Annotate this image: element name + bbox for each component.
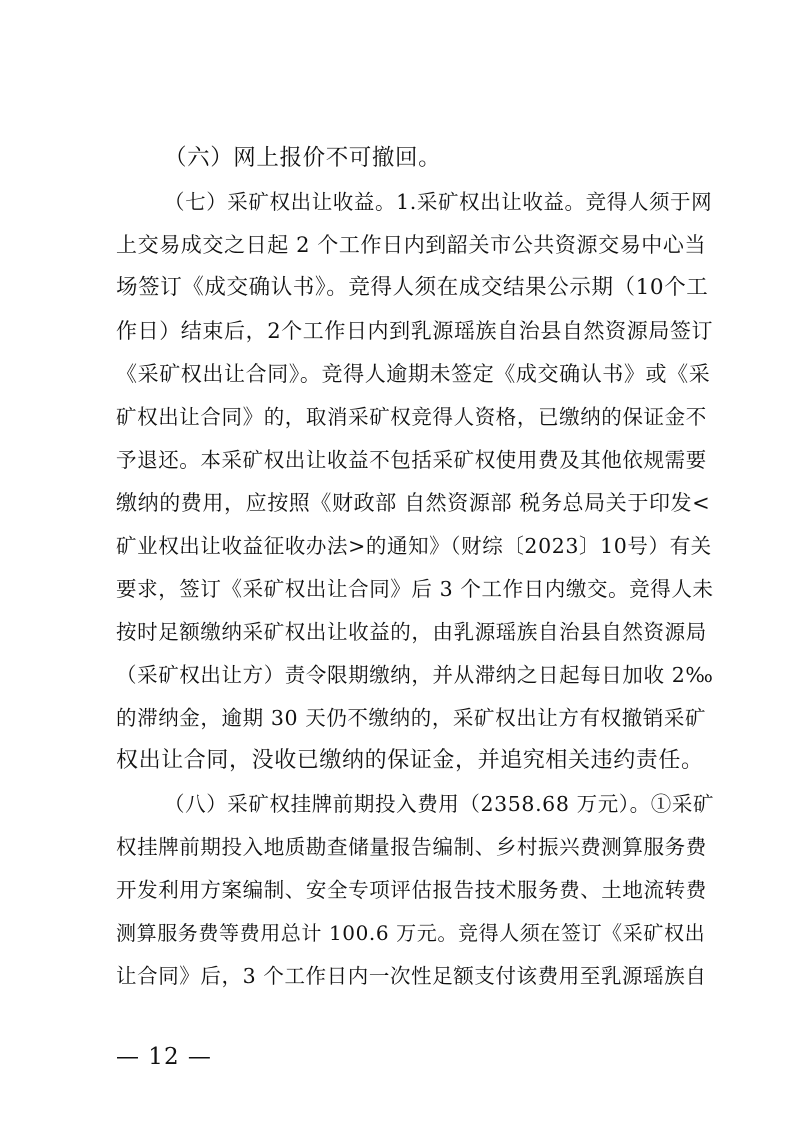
paragraph-seven-line: 《采矿权出让合同》。竞得人逾期未签定《成交确认书》或《采 [116, 362, 711, 386]
paragraph-seven-line: 缴纳的费用，应按照《财政部 自然资源部 税务总局关于印发< [116, 491, 711, 515]
paragraph-seven-line: 按时足额缴纳采矿权出让收益的，由乳源瑶族自治县自然资源局 [116, 620, 707, 644]
paragraph-eight-line: 让合同》后，3 个工作日内一次性足额支付该费用至乳源瑶族自 [116, 964, 707, 988]
paragraph-eight-line: （八）采矿权挂牌前期投入费用（2358.68 万元）。①采矿 [164, 792, 715, 816]
paragraph-seven-line: 上交易成交之日起 2 个工作日内到韶关市公共资源交易中心当 [116, 233, 707, 257]
paragraph-seven-line: 场签订《成交确认书》。竞得人须在成交结果公示期（10个工 [116, 275, 709, 300]
paragraph-seven-line: 要求，签订《采矿权出让合同》后 3 个工作日内缴交。竞得人未 [116, 577, 714, 601]
paragraph-eight-line: 权挂牌前期投入地质勘查储量报告编制、乡村振兴费测算服务费 [116, 835, 707, 859]
paragraph-seven-line: 矿业权出让收益征收办法>的通知》（财综〔2023〕10号）有关 [116, 534, 712, 558]
paragraph-seven-line: 的滞纳金，逾期 30 天仍不缴纳的，采矿权出让方有权撤销采矿 [116, 706, 707, 730]
paragraph-seven-line: （采矿权出让方）责令限期缴纳，并从滞纳之日起每日加收 2‰ [116, 663, 714, 687]
paragraph-six-line: （六）网上报价不可撤回。 [164, 145, 442, 171]
paragraph-eight-line: 开发利用方案编制、安全专项评估报告技术服务费、土地流转费 [116, 878, 707, 902]
paragraph-seven-line: （七）采矿权出让收益。1.采矿权出让收益。竞得人须于网 [164, 190, 713, 214]
paragraph-seven-line: 作日）结束后，2个工作日内到乳源瑶族自治县自然资源局签订 [116, 319, 714, 343]
page-number: — 12 — [116, 1044, 212, 1070]
paragraph-seven-line: 予退还。本采矿权出让收益不包括采矿权使用费及其他依规需要 [116, 448, 707, 472]
paragraph-eight-line: 测算服务费等费用总计 100.6 万元。竞得人须在签订《采矿权出 [116, 921, 706, 945]
paragraph-seven-line: 权出让合同，没收已缴纳的保证金，并追究相关违约责任。 [116, 748, 704, 773]
paragraph-seven-line: 矿权出让合同》的，取消采矿权竞得人资格，已缴纳的保证金不 [116, 405, 707, 429]
